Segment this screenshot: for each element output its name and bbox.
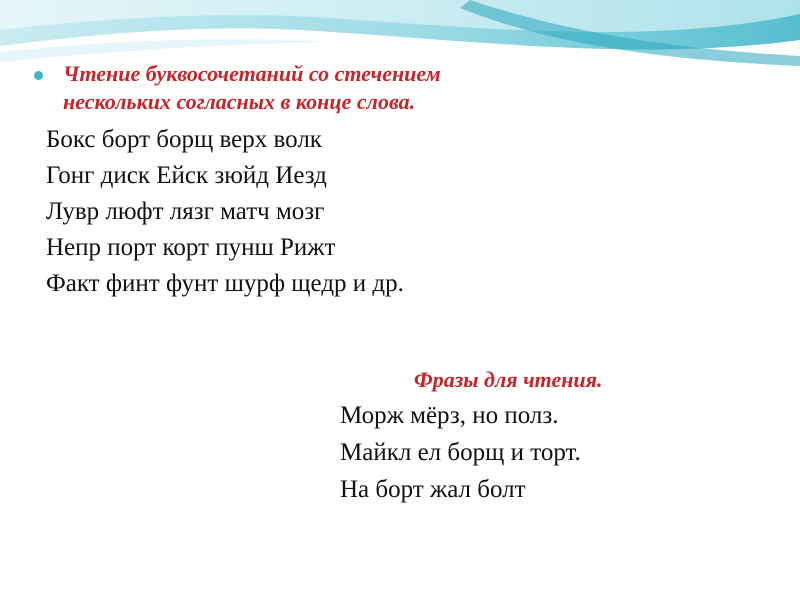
- word-row: Лувр люфт лязг матч мозг: [46, 198, 325, 225]
- word-row: Бокс борт борщ верх волк: [46, 126, 322, 153]
- word-row: Непр порт корт пунш Рижт: [46, 234, 336, 261]
- heading-line-2: нескольких согласных в конце слова.: [63, 89, 416, 114]
- phrases-list: [340, 397, 581, 508]
- word-row: Факт финт фунт шурф щедр и др.: [46, 270, 404, 297]
- bullet-icon: [34, 71, 43, 80]
- heading-text: [63, 60, 441, 116]
- word-rows: [46, 122, 404, 302]
- heading-line-1: Чтение буквосочетаний со стечением: [63, 61, 441, 86]
- phrase-line: Майкл ел борщ и торт.: [340, 439, 581, 466]
- word-row: Гонг диск Ейск зюйд Иезд: [46, 162, 327, 189]
- phrase-line: Морж мёрз, но полз.: [340, 402, 559, 429]
- phrases-title: Фразы для чтения.: [414, 367, 603, 392]
- slide-heading: [34, 60, 441, 116]
- phrase-line: На борт жал болт: [340, 476, 526, 503]
